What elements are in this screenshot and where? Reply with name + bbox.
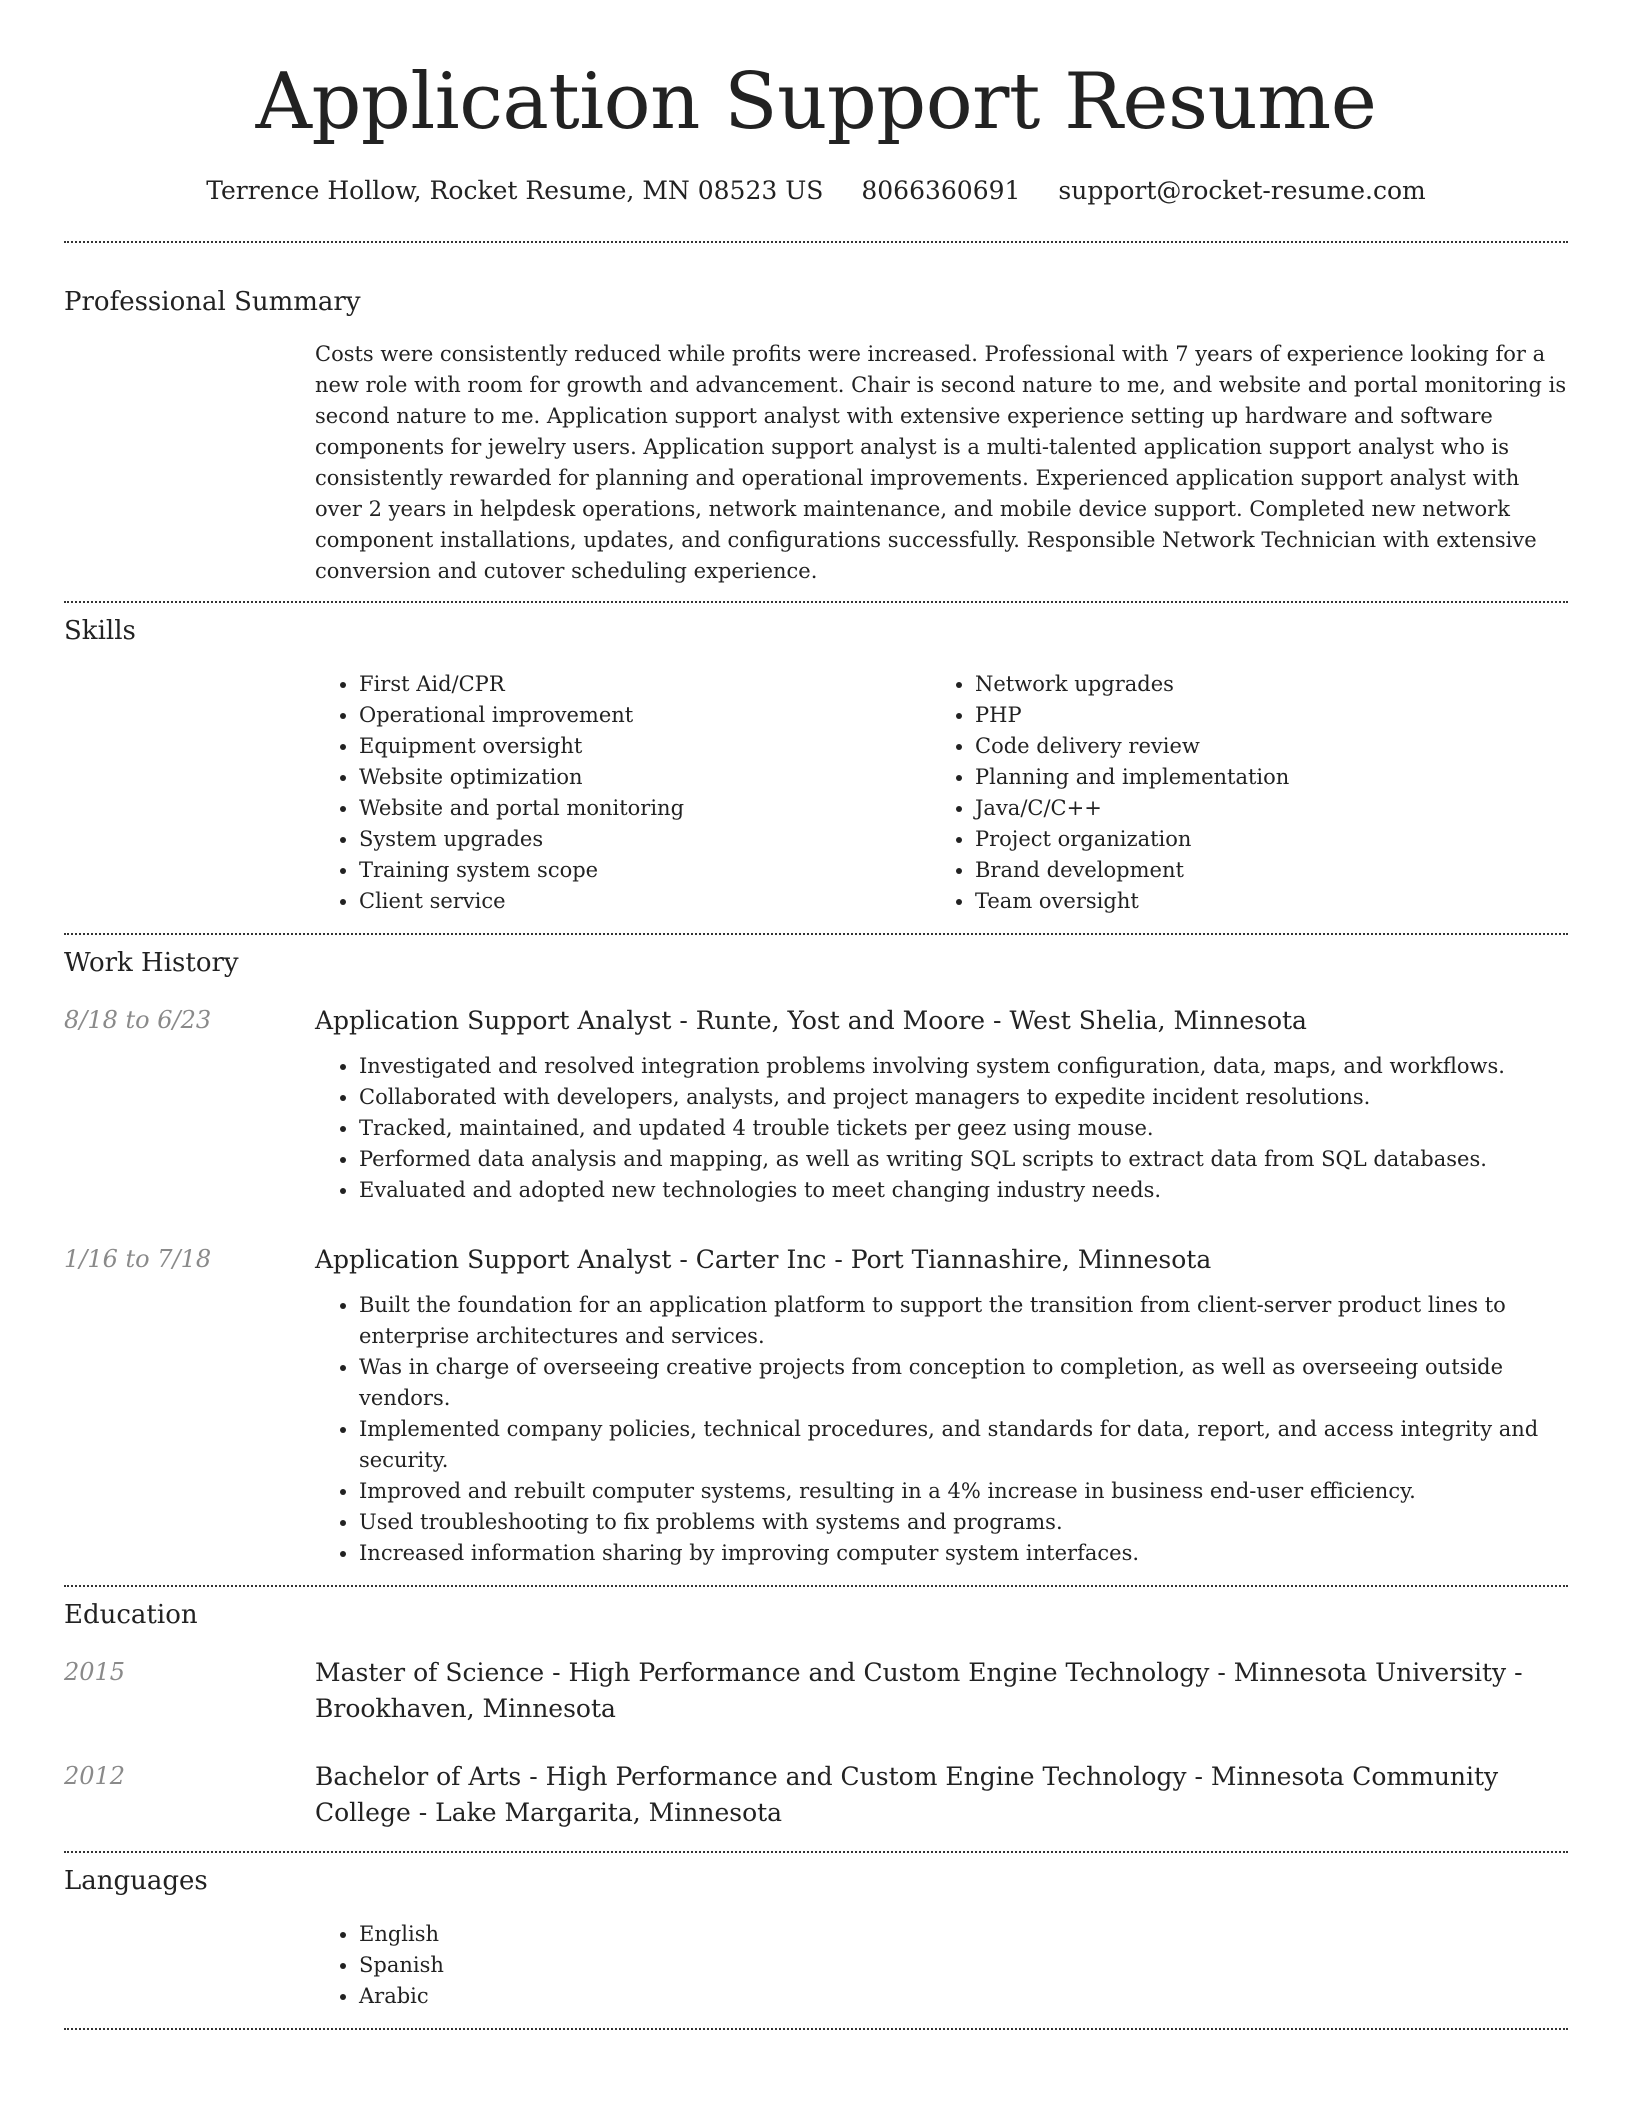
skill-item: • Website optimization <box>359 762 931 793</box>
education-details <box>315 1759 1568 1831</box>
job-entry <box>64 1003 1568 1206</box>
skill-item: • Brand development <box>975 855 1547 886</box>
job-bullet: • Collaborated with developers, analysts, and project managers to expedite incident resolutions. <box>359 1082 1568 1113</box>
languages-list-wrap <box>315 1919 1568 2028</box>
job-bullet: • Increased information sharing by improving computer system interfaces. <box>359 1538 1568 1569</box>
languages-list <box>315 1919 1568 2012</box>
job-bullet: • Evaluated and adopted new technologies to meet changing industry needs. <box>359 1175 1568 1206</box>
skills-section <box>64 615 1568 933</box>
resume-header <box>64 0 1568 208</box>
section-heading-skills: Skills <box>64 616 136 646</box>
skills-columns <box>315 669 1568 933</box>
language-item: • Spanish <box>359 1950 1568 1981</box>
skill-item: • Operational improvement <box>359 700 931 731</box>
job-title: Application Support Analyst <box>315 1245 672 1274</box>
skill-item: • Network upgrades <box>975 669 1547 700</box>
divider <box>64 1851 1568 1853</box>
job-title: Application Support Analyst <box>315 1006 672 1035</box>
skill-item: • Planning and implementation <box>975 762 1547 793</box>
section-heading-summary: Professional Summary <box>64 287 361 317</box>
divider <box>64 601 1568 603</box>
skill-item: • Team oversight <box>975 886 1547 917</box>
education-entry <box>64 1655 1568 1727</box>
job-bullet: • Used troubleshooting to fix problems with systems and programs. <box>359 1507 1568 1538</box>
job-bullets <box>315 1051 1568 1206</box>
contact-address: Terrence Hollow, Rocket Resume, MN 08523 US <box>206 176 824 205</box>
job-details <box>315 1242 1568 1569</box>
job-company-location: - Runte, Yost and Moore - West Shelia, Minnesota <box>671 1006 1307 1035</box>
summary-text: Costs were consistently reduced while profits were increased. Professional with 7 years of experience looking for a new role with room for growth and advancement. Chair is second nature to me, and website and portal monitoring is second nature to me. Application support analyst with extensive experience setting up hardware and software components for jewelry users. Application support analyst is a multi-talented application support analyst who is consistently rewarded for planning and operational improvements. Experienced application support analyst with over 2 years in helpdesk operations, network maintenance, and mobile device support. Completed new network component installations, updates, and configurations successfully. Responsible Network Technician with extensive conversion and cutover scheduling experience. <box>315 342 1567 583</box>
languages-section <box>64 1865 1568 2028</box>
skill-item: • Training system scope <box>359 855 931 886</box>
section-heading-work: Work History <box>64 948 239 978</box>
divider <box>64 241 1568 243</box>
job-bullet: • Built the foundation for an application platform to support the transition from client-server product lines to enterprise architectures and services. <box>359 1290 1568 1352</box>
education-entry <box>64 1759 1568 1831</box>
language-item: • Arabic <box>359 1981 1568 2012</box>
skill-item: • First Aid/CPR <box>359 669 931 700</box>
section-heading-education: Education <box>64 1600 198 1630</box>
job-bullets <box>315 1290 1568 1569</box>
skill-item: • Java/C/C++ <box>975 793 1547 824</box>
education-details <box>315 1655 1568 1727</box>
contact-phone: 8066360691 <box>861 176 1021 205</box>
education-year: 2012 <box>64 1762 126 1790</box>
job-bullet: • Improved and rebuilt computer systems, resulting in a 4% increase in business end-user efficiency. <box>359 1476 1568 1507</box>
education-degree: Master of Science - High Performance and Custom Engine Technology <box>315 1658 1210 1687</box>
skills-list-left <box>315 669 931 917</box>
job-heading <box>315 1003 1568 1039</box>
contact-email: support@rocket-resume.com <box>1058 176 1426 205</box>
divider <box>64 933 1568 935</box>
education-year: 2015 <box>64 1658 126 1686</box>
job-details <box>315 1003 1568 1206</box>
job-entry <box>64 1242 1568 1569</box>
divider <box>64 2028 1568 2030</box>
skill-item: • Code delivery review <box>975 731 1547 762</box>
skill-item: • System upgrades <box>359 824 931 855</box>
skill-item: • PHP <box>975 700 1547 731</box>
summary-section <box>64 286 1568 601</box>
education-school: - Minnesota Community College - Lake Margarita, Minnesota <box>315 1762 1499 1827</box>
skill-item: • Client service <box>359 886 931 917</box>
skill-item: • Project organization <box>975 824 1547 855</box>
skill-item: • Equipment oversight <box>359 731 931 762</box>
contact-line <box>64 174 1568 208</box>
job-bullet: • Performed data analysis and mapping, as well as writing SQL scripts to extract data from SQL databases. <box>359 1144 1568 1175</box>
job-bullet: • Was in charge of overseeing creative projects from conception to completion, as well as overseeing outside vendors. <box>359 1352 1568 1414</box>
job-dates: 8/18 to 6/23 <box>64 1006 212 1034</box>
language-item: • English <box>359 1919 1568 1950</box>
job-dates: 1/16 to 7/18 <box>64 1245 212 1273</box>
job-company-location: - Carter Inc - Port Tiannashire, Minnesota <box>671 1245 1212 1274</box>
job-bullet: • Implemented company policies, technical procedures, and standards for data, report, and access integrity and security. <box>359 1414 1568 1476</box>
job-heading <box>315 1242 1568 1278</box>
education-school: - Minnesota University - Brookhaven, Minnesota <box>315 1658 1523 1723</box>
work-history-section <box>64 947 1568 1585</box>
job-bullet: • Tracked, maintained, and updated 4 trouble tickets per geez using mouse. <box>359 1113 1568 1144</box>
skill-item: • Website and portal monitoring <box>359 793 931 824</box>
divider <box>64 1585 1568 1587</box>
education-section <box>64 1599 1568 1851</box>
education-degree: Bachelor of Arts - High Performance and Custom Engine Technology <box>315 1762 1187 1791</box>
resume-title: Application Support Resume <box>255 57 1377 147</box>
section-heading-languages: Languages <box>64 1866 208 1896</box>
skills-list-right <box>931 669 1547 917</box>
job-bullet: • Investigated and resolved integration problems involving system configuration, data, maps, and workflows. <box>359 1051 1568 1082</box>
